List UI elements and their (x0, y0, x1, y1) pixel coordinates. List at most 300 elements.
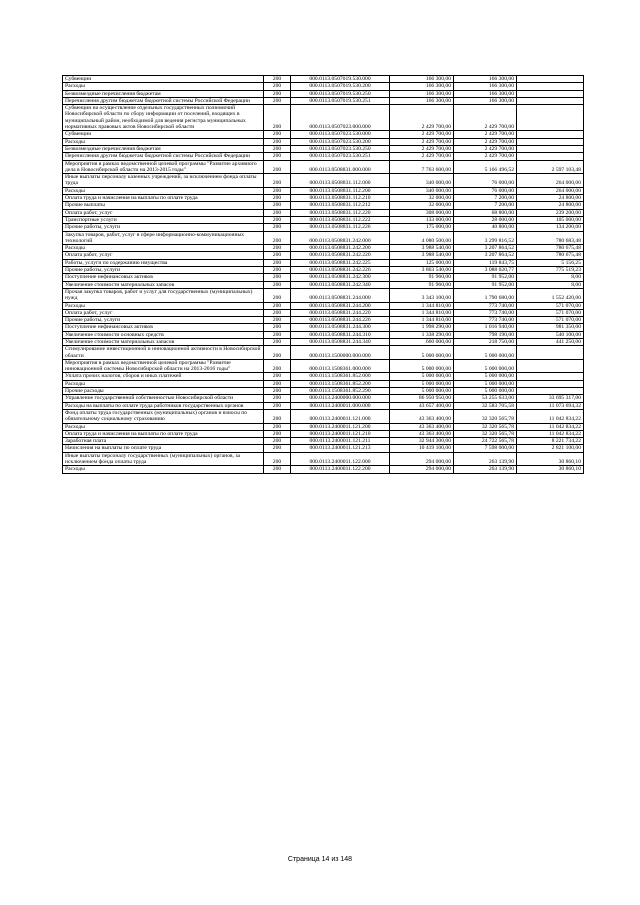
row-name-cell: Расходы (63, 138, 264, 145)
row-code-cell: 200 (264, 466, 291, 473)
row-remaining-cell (517, 97, 584, 104)
row-remaining-cell: 11 042 834,22 (517, 409, 584, 423)
row-name-cell: Прочие работы, услуги (63, 224, 264, 231)
row-classification-cell: 000.0113.0507023.530.200 (291, 138, 390, 145)
row-approved-cell: 1 344 810,00 (390, 302, 454, 309)
table-row (63, 402, 584, 409)
row-code-cell: 200 (264, 373, 291, 380)
row-name-cell: Начисления на выплаты по оплате труда (63, 445, 264, 452)
row-classification-cell: 000.0113.2400011.121.200 (291, 423, 390, 430)
row-executed-cell: 2 429 700,00 (454, 153, 517, 160)
row-executed-cell: 32 320 565,78 (454, 409, 517, 423)
row-classification-cell: 000.0113.1508361.000.000 (291, 359, 390, 373)
table-row (63, 423, 584, 430)
row-approved-cell: 5 000 000,00 (390, 388, 454, 395)
table-row (63, 452, 584, 466)
row-classification-cell: 000.0113.0508831.112.212 (291, 202, 390, 209)
row-remaining-cell (517, 83, 584, 90)
row-remaining-cell: 540 100,00 (517, 331, 584, 338)
row-approved-cell: 175 000,00 (390, 224, 454, 231)
row-code-cell: 200 (264, 317, 291, 324)
table-row (63, 259, 584, 266)
row-name-cell: Расходы (63, 302, 264, 309)
row-remaining-cell (517, 105, 584, 131)
table-row (63, 153, 584, 160)
row-code-cell: 200 (264, 160, 291, 174)
row-classification-cell: 000.0113.1500000.000.000 (291, 346, 390, 360)
row-name-cell: Оплата работ, услуг (63, 252, 264, 259)
row-code-cell: 200 (264, 195, 291, 202)
row-code-cell: 200 (264, 395, 291, 402)
row-remaining-cell: 571 070,00 (517, 309, 584, 316)
row-code-cell: 200 (264, 281, 291, 288)
row-approved-cell: 294 000,00 (390, 452, 454, 466)
row-name-cell: Заработная плата (63, 438, 264, 445)
row-approved-cell: 660 000,00 (390, 338, 454, 345)
row-classification-cell: 000.0113.0508831.112.222 (291, 216, 390, 223)
row-classification-cell: 000.0113.0508831.242.200 (291, 245, 390, 252)
row-remaining-cell: 571 070,00 (517, 302, 584, 309)
row-code-cell: 200 (264, 274, 291, 281)
row-remaining-cell: 105 000,00 (517, 216, 584, 223)
row-classification-cell: 000.0113.2400011.121.211 (291, 438, 390, 445)
row-code-cell: 200 (264, 309, 291, 316)
row-executed-cell: 218 750,00 (454, 338, 517, 345)
row-executed-cell: 32 320 565,78 (454, 430, 517, 437)
row-approved-cell: 3 988 540,00 (390, 252, 454, 259)
row-approved-cell: 294 000,00 (390, 466, 454, 473)
row-remaining-cell: 5 156,25 (517, 259, 584, 266)
row-name-cell: Увеличение стоимости материальных запасов (63, 338, 264, 345)
row-classification-cell: 000.0113.0508831.242.225 (291, 259, 390, 266)
row-classification-cell: 000.0113.0507019.530.250 (291, 90, 390, 97)
row-name-cell: Прочие расходы (63, 388, 264, 395)
row-classification-cell: 000.0113.0508831.244.310 (291, 331, 390, 338)
row-executed-cell: 3 088 020,77 (454, 267, 517, 274)
row-remaining-cell: 239 200,00 (517, 209, 584, 216)
row-executed-cell: 76 000,00 (454, 187, 517, 194)
table-row (63, 195, 584, 202)
row-name-cell: Иные выплаты персоналу государственных (муниципальных) органов, за исключением фонда оплаты труда (63, 452, 264, 466)
row-code-cell: 200 (264, 187, 291, 194)
row-code-cell: 200 (264, 267, 291, 274)
row-name-cell: Фонд оплаты труда государственных (муниципальных) органов и взносы по обязательному социальному страхованию (63, 409, 264, 423)
row-approved-cell: 125 000,00 (390, 259, 454, 266)
row-approved-cell: 1 344 810,00 (390, 317, 454, 324)
row-approved-cell: 166 300,00 (390, 90, 454, 97)
budget-table (62, 75, 584, 474)
row-executed-cell: 263 139,90 (454, 452, 517, 466)
row-executed-cell: 2 429 700,00 (454, 145, 517, 152)
row-approved-cell: 1 338 290,00 (390, 331, 454, 338)
row-executed-cell: 32 583 705,58 (454, 402, 517, 409)
row-name-cell: Стимулирование инвестиционной и инновационной активности в Новосибирской области (63, 346, 264, 360)
row-name-cell: Прочая закупка товаров, работ и услуг для государственных (муниципальных) нужд (63, 288, 264, 302)
row-name-cell: Оплата труда и начисления на выплаты по оплате труда (63, 430, 264, 437)
row-approved-cell: 308 000,00 (390, 209, 454, 216)
row-approved-cell: 2 429 700,00 (390, 153, 454, 160)
row-executed-cell: 5 000 000,00 (454, 373, 517, 380)
row-executed-cell: 166 300,00 (454, 76, 517, 83)
row-name-cell: Безвозмездные перечисления бюджетам (63, 145, 264, 152)
row-code-cell: 200 (264, 338, 291, 345)
row-remaining-cell: 1 552 420,00 (517, 288, 584, 302)
row-code-cell: 200 (264, 131, 291, 138)
row-executed-cell: 7 200,00 (454, 195, 517, 202)
table-row (63, 445, 584, 452)
row-approved-cell: 2 429 700,00 (390, 138, 454, 145)
row-executed-cell: 28 000,00 (454, 216, 517, 223)
row-approved-cell: 1 344 810,00 (390, 309, 454, 316)
table-row (63, 438, 584, 445)
row-classification-cell: 000.0113.2400011.000.000 (291, 402, 390, 409)
budget-table-body (63, 76, 584, 474)
row-executed-cell: 166 300,00 (454, 97, 517, 104)
row-code-cell: 200 (264, 388, 291, 395)
table-row (63, 138, 584, 145)
row-name-cell: Мероприятия в рамках ведомственной целевой программы "Развитие архивного дела в Новосибирской области на 2013-2015 годы" (63, 160, 264, 174)
row-approved-cell: 5 000 000,00 (390, 373, 454, 380)
row-remaining-cell (517, 346, 584, 360)
row-code-cell: 200 (264, 224, 291, 231)
row-executed-cell: 40 800,00 (454, 224, 517, 231)
table-row (63, 373, 584, 380)
table-row (63, 105, 584, 131)
row-name-cell: Субвенции на осуществление отдельных государственных полномочий Новосибирской области по сбору информации от поселений, входящих в муниципальный район, необходимой для ведения регистра муниципальных нормативных правовых актов Новосибирской области (63, 105, 264, 131)
table-row (63, 430, 584, 437)
row-remaining-cell: 8 221 734,22 (517, 438, 584, 445)
row-code-cell: 200 (264, 97, 291, 104)
row-executed-cell: 166 300,00 (454, 83, 517, 90)
row-classification-cell: 000.0113.0508831.242.340 (291, 281, 390, 288)
table-row (63, 231, 584, 245)
row-classification-cell: 000.0113.0507019.530.200 (291, 83, 390, 90)
row-classification-cell: 000.0113.0507023.530.000 (291, 131, 390, 138)
row-code-cell: 200 (264, 438, 291, 445)
row-classification-cell: 000.0113.0508831.244.300 (291, 324, 390, 331)
table-row (63, 90, 584, 97)
row-name-cell: Прочие работы, услуги (63, 317, 264, 324)
row-remaining-cell: 780 675,48 (517, 245, 584, 252)
row-code-cell: 200 (264, 302, 291, 309)
row-remaining-cell: 441 250,00 (517, 338, 584, 345)
row-classification-cell: 000.0113.0508831.242.226 (291, 267, 390, 274)
row-code-cell: 200 (264, 288, 291, 302)
row-remaining-cell: 24 800,00 (517, 202, 584, 209)
row-code-cell: 200 (264, 452, 291, 466)
row-executed-cell: 5 000 000,00 (454, 359, 517, 373)
table-row (63, 317, 584, 324)
row-code-cell: 200 (264, 174, 291, 188)
row-executed-cell: 32 320 565,78 (454, 423, 517, 430)
row-classification-cell: 000.0113.0508831.112.226 (291, 224, 390, 231)
row-code-cell: 200 (264, 423, 291, 430)
table-row (63, 216, 584, 223)
row-code-cell: 200 (264, 153, 291, 160)
row-executed-cell: 119 843,75 (454, 259, 517, 266)
row-executed-cell: 7 598 000,00 (454, 445, 517, 452)
row-name-cell: Расходы (63, 423, 264, 430)
row-approved-cell: 3 343 100,00 (390, 288, 454, 302)
row-executed-cell: 773 740,00 (454, 317, 517, 324)
row-approved-cell: 2 429 700,00 (390, 145, 454, 152)
row-classification-cell: 000.0113.0508831.244.226 (291, 317, 390, 324)
row-remaining-cell (517, 76, 584, 83)
row-approved-cell: 91 960,00 (390, 281, 454, 288)
row-name-cell: Иные выплаты персоналу казенных учреждений, за исключением фонда оплаты труда (63, 174, 264, 188)
row-classification-cell: 000.0113.0507019.530.000 (291, 76, 390, 83)
table-row (63, 346, 584, 360)
row-remaining-cell (517, 153, 584, 160)
table-row (63, 174, 584, 188)
row-remaining-cell: 780 683,48 (517, 231, 584, 245)
table-row (63, 359, 584, 373)
row-executed-cell: 5 000 000,00 (454, 388, 517, 395)
row-executed-cell: 3 207 864,52 (454, 252, 517, 259)
row-executed-cell: 798 190,00 (454, 331, 517, 338)
row-executed-cell: 773 740,00 (454, 309, 517, 316)
row-name-cell: Транспортные услуги (63, 216, 264, 223)
row-name-cell: Управление государственной собственностью Новосибирской области (63, 395, 264, 402)
row-approved-cell: 43 363 400,00 (390, 430, 454, 437)
table-row (63, 324, 584, 331)
table-row (63, 409, 584, 423)
table-row (63, 331, 584, 338)
table-row (63, 274, 584, 281)
row-remaining-cell: 775 519,23 (517, 267, 584, 274)
row-executed-cell: 773 740,00 (454, 302, 517, 309)
row-executed-cell: 53 255 633,00 (454, 395, 517, 402)
row-classification-cell: 000.0113.0508831.112.210 (291, 195, 390, 202)
row-approved-cell: 43 363 400,00 (390, 423, 454, 430)
row-code-cell: 200 (264, 331, 291, 338)
row-classification-cell: 000.0113.0508831.000.000 (291, 160, 390, 174)
row-code-cell: 200 (264, 409, 291, 423)
row-name-cell: Субвенции (63, 76, 264, 83)
table-row (63, 131, 584, 138)
row-classification-cell: 000.0113.0507023.530.250 (291, 145, 390, 152)
row-remaining-cell: 8,00 (517, 274, 584, 281)
row-name-cell: Работы, услуги по содержанию имущества (63, 259, 264, 266)
table-row (63, 302, 584, 309)
row-approved-cell: 32 000,00 (390, 195, 454, 202)
row-name-cell: Оплата труда и начисления на выплаты по оплате труда (63, 195, 264, 202)
row-remaining-cell: 780 675,48 (517, 252, 584, 259)
row-code-cell: 200 (264, 90, 291, 97)
row-classification-cell: 000.0113.0508831.112.200 (291, 187, 390, 194)
row-classification-cell: 000.0113.2400011.121.000 (291, 409, 390, 423)
row-remaining-cell: 8,00 (517, 281, 584, 288)
table-row (63, 288, 584, 302)
table-row (63, 388, 584, 395)
row-remaining-cell: 11 042 834,22 (517, 423, 584, 430)
row-code-cell: 200 (264, 324, 291, 331)
row-remaining-cell (517, 373, 584, 380)
row-name-cell: Расходы на выплаты по оплате труда работников государственных органов (63, 402, 264, 409)
row-approved-cell: 43 363 400,00 (390, 409, 454, 423)
row-code-cell: 200 (264, 76, 291, 83)
row-executed-cell: 5 000 000,00 (454, 380, 517, 387)
row-code-cell: 200 (264, 259, 291, 266)
row-remaining-cell (517, 359, 584, 373)
row-classification-cell: 000.0113.2400011.121.210 (291, 430, 390, 437)
row-classification-cell: 000.0113.0508831.112.000 (291, 174, 390, 188)
row-classification-cell: 000.0113.1508361.852.000 (291, 373, 390, 380)
row-code-cell: 200 (264, 231, 291, 245)
row-approved-cell: 1 998 290,00 (390, 324, 454, 331)
row-name-cell: Мероприятия в рамках ведомственной целевой программы "Развитие инновационной системы Новосибирской области на 2013-2016 годы" (63, 359, 264, 373)
row-code-cell: 200 (264, 445, 291, 452)
row-remaining-cell: 2 597 103,48 (517, 160, 584, 174)
table-row (63, 76, 584, 83)
row-remaining-cell (517, 145, 584, 152)
row-approved-cell: 10 419 100,00 (390, 445, 454, 452)
table-row (63, 202, 584, 209)
table-row (63, 83, 584, 90)
row-approved-cell: 4 080 500,00 (390, 231, 454, 245)
row-name-cell: Расходы (63, 245, 264, 252)
row-executed-cell: 1 790 680,00 (454, 288, 517, 302)
row-name-cell: Оплата работ, услуг (63, 209, 264, 216)
row-classification-cell: 000.0113.0508831.244.340 (291, 338, 390, 345)
row-classification-cell: 000.0113.2400000.000.000 (291, 395, 390, 402)
row-name-cell: Прочие выплаты (63, 202, 264, 209)
row-executed-cell: 3 207 864,52 (454, 245, 517, 252)
row-remaining-cell: 33 695 317,00 (517, 395, 584, 402)
row-remaining-cell (517, 131, 584, 138)
row-name-cell: Поступление нефинансовых активов (63, 324, 264, 331)
row-code-cell: 200 (264, 209, 291, 216)
table-row (63, 309, 584, 316)
table-row (63, 145, 584, 152)
row-code-cell: 200 (264, 145, 291, 152)
row-executed-cell: 1 016 940,00 (454, 324, 517, 331)
row-name-cell: Расходы (63, 380, 264, 387)
row-approved-cell: 166 300,00 (390, 83, 454, 90)
row-name-cell: Перечисления другим бюджетам бюджетной системы Российской Федерации (63, 153, 264, 160)
row-executed-cell: 3 299 816,52 (454, 231, 517, 245)
row-name-cell: Уплата прочих налогов, сборов и иных платежей (63, 373, 264, 380)
row-remaining-cell: 24 800,00 (517, 195, 584, 202)
row-executed-cell: 91 952,00 (454, 281, 517, 288)
row-approved-cell: 5 000 000,00 (390, 359, 454, 373)
row-approved-cell: 32 000,00 (390, 202, 454, 209)
row-executed-cell: 91 952,00 (454, 274, 517, 281)
row-executed-cell: 24 722 565,78 (454, 438, 517, 445)
table-row (63, 267, 584, 274)
row-classification-cell: 000.0113.2400011.121.213 (291, 445, 390, 452)
row-code-cell: 200 (264, 359, 291, 373)
row-approved-cell: 166 300,00 (390, 76, 454, 83)
row-approved-cell: 340 000,00 (390, 174, 454, 188)
row-name-cell: Увеличение стоимости материальных запасов (63, 281, 264, 288)
row-remaining-cell: 134 200,00 (517, 224, 584, 231)
row-classification-cell: 000.0113.0508831.242.300 (291, 274, 390, 281)
row-remaining-cell (517, 138, 584, 145)
table-row (63, 187, 584, 194)
row-name-cell: Закупка товаров, работ, услуг в сфере информационно-коммуникационных технологий (63, 231, 264, 245)
row-executed-cell: 7 200,00 (454, 202, 517, 209)
row-executed-cell: 76 000,00 (454, 174, 517, 188)
row-classification-cell: 000.0113.2400011.122.200 (291, 466, 390, 473)
row-remaining-cell: 11 042 834,22 (517, 430, 584, 437)
row-executed-cell: 166 300,00 (454, 90, 517, 97)
row-remaining-cell (517, 388, 584, 395)
row-remaining-cell: 264 000,00 (517, 187, 584, 194)
row-approved-cell: 43 657 400,00 (390, 402, 454, 409)
row-approved-cell: 5 000 000,00 (390, 346, 454, 360)
row-code-cell: 200 (264, 430, 291, 437)
row-approved-cell: 5 000 000,00 (390, 380, 454, 387)
row-code-cell: 200 (264, 105, 291, 131)
row-name-cell: Оплата работ, услуг (63, 309, 264, 316)
row-approved-cell: 86 950 950,00 (390, 395, 454, 402)
row-classification-cell: 000.0113.0508831.242.220 (291, 252, 390, 259)
row-remaining-cell: 981 350,00 (517, 324, 584, 331)
row-code-cell: 200 (264, 380, 291, 387)
row-approved-cell: 3 863 540,00 (390, 267, 454, 274)
row-approved-cell: 91 960,00 (390, 274, 454, 281)
row-classification-cell: 000.0113.0507023.000.000 (291, 105, 390, 131)
row-executed-cell: 263 139,90 (454, 466, 517, 473)
table-row (63, 380, 584, 387)
row-classification-cell: 000.0113.0508831.244.220 (291, 309, 390, 316)
row-name-cell: Увеличение стоимости основных средств (63, 331, 264, 338)
row-name-cell: Поступление нефинансовых активов (63, 274, 264, 281)
row-code-cell: 200 (264, 402, 291, 409)
row-approved-cell: 2 429 700,00 (390, 131, 454, 138)
row-remaining-cell (517, 90, 584, 97)
row-classification-cell: 000.0113.0508831.244.000 (291, 288, 390, 302)
row-remaining-cell: 2 821 100,00 (517, 445, 584, 452)
row-approved-cell: 133 000,00 (390, 216, 454, 223)
row-approved-cell: 340 000,00 (390, 187, 454, 194)
table-row (63, 245, 584, 252)
row-code-cell: 200 (264, 346, 291, 360)
row-code-cell: 200 (264, 202, 291, 209)
row-remaining-cell: 30 860,10 (517, 466, 584, 473)
row-executed-cell: 2 429 700,00 (454, 131, 517, 138)
row-approved-cell: 7 763 600,00 (390, 160, 454, 174)
row-approved-cell: 3 988 540,00 (390, 245, 454, 252)
row-remaining-cell: 264 000,00 (517, 174, 584, 188)
row-remaining-cell: 11 073 694,32 (517, 402, 584, 409)
table-row (63, 97, 584, 104)
row-approved-cell: 2 429 700,00 (390, 105, 454, 131)
row-code-cell: 200 (264, 252, 291, 259)
row-remaining-cell (517, 380, 584, 387)
row-remaining-cell: 30 860,10 (517, 452, 584, 466)
row-classification-cell: 000.0113.1508361.852.200 (291, 380, 390, 387)
table-row (63, 209, 584, 216)
row-executed-cell: 2 429 700,00 (454, 138, 517, 145)
row-remaining-cell: 571 070,00 (517, 317, 584, 324)
row-code-cell: 200 (264, 216, 291, 223)
row-name-cell: Субвенции (63, 131, 264, 138)
page-number: Страница 14 из 148 (287, 856, 353, 863)
table-row (63, 281, 584, 288)
row-code-cell: 200 (264, 83, 291, 90)
table-row (63, 252, 584, 259)
row-name-cell: Расходы (63, 187, 264, 194)
table-row (63, 160, 584, 174)
row-name-cell: Перечисления другим бюджетам бюджетной системы Российской Федерации (63, 97, 264, 104)
row-executed-cell: 2 429 700,00 (454, 105, 517, 131)
row-code-cell: 200 (264, 138, 291, 145)
row-classification-cell: 000.0113.0507023.530.251 (291, 153, 390, 160)
row-classification-cell: 000.0113.0507019.530.251 (291, 97, 390, 104)
row-code-cell: 200 (264, 245, 291, 252)
